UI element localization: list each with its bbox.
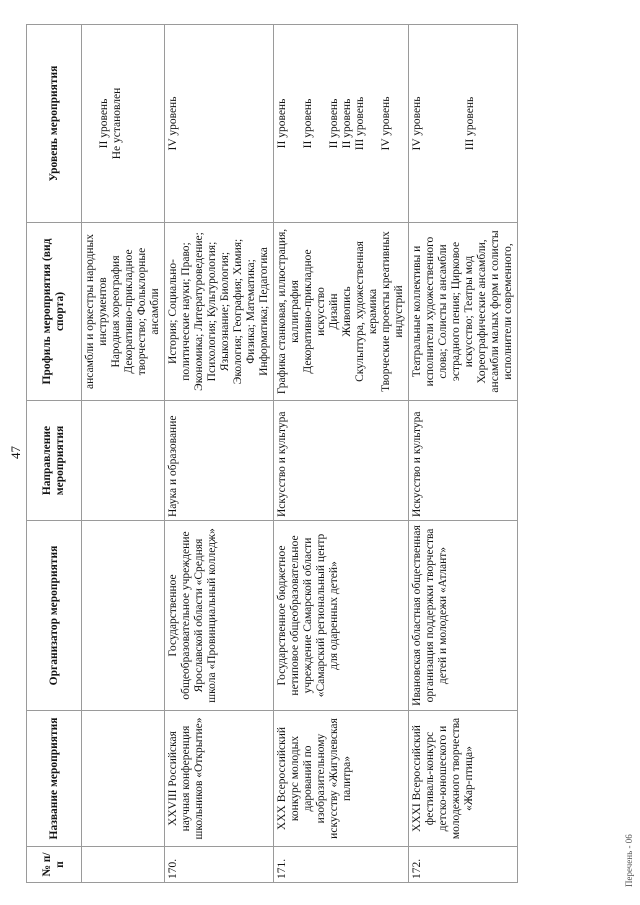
cell-profile xyxy=(82,223,165,401)
level-item: II уровень xyxy=(341,98,353,149)
footer-note: Перечень - 06 xyxy=(624,834,634,887)
profile-item: Народная хореография xyxy=(110,255,122,368)
level-item: Не установлен xyxy=(111,87,123,160)
cell-profile xyxy=(409,223,518,401)
level-item: III уровень xyxy=(354,96,366,151)
profile-item: Декоративно-прикладное искусство xyxy=(302,249,327,374)
cell-profile xyxy=(274,223,409,401)
header-direction: Направление мероприятия xyxy=(27,401,82,521)
cell-direction xyxy=(82,401,165,521)
cell-level xyxy=(165,25,274,223)
profile-item: Живопись xyxy=(341,286,353,337)
cell-direction: Искусство и культура xyxy=(274,401,409,521)
profile-item: Графика станковая, иллюстрация, каллиграфия xyxy=(276,228,301,395)
cell-level xyxy=(82,25,165,223)
profile-item: Театральные коллективы и исполнители художественного слова; Солисты и ансамбли эстрадного пения; Цирковое искусство; Театры мод xyxy=(411,236,475,387)
cell-name xyxy=(82,711,165,847)
cell-num: 170. xyxy=(165,847,274,883)
profile-item: Хореографические ансамбли, ансамбли малых форм и солисты исполнители современного, xyxy=(476,230,514,393)
cell-num: 172. xyxy=(409,847,518,883)
header-level: Уровень мероприятия xyxy=(27,25,82,223)
cell-organizer: Государственное общеобразовательное учреждение Ярославской области «Средняя школа «Провинциальный колледж» xyxy=(165,521,274,711)
cell-name: XXXI Всероссийский фестиваль-конкурс детско-юношеского и молодежного творчества «Жар-птица» xyxy=(409,711,518,847)
profile-item: Декоративно-прикладное творчество; Фольклорные ансамбли xyxy=(123,247,161,376)
events-table xyxy=(26,24,518,883)
level-item: III уровень xyxy=(464,96,476,151)
cell-name: XXX Всероссийский конкурс молодых дарований по изобразительному искусству «Жигулевская палитра» xyxy=(274,711,409,847)
level-item: II уровень xyxy=(328,98,340,149)
level-item: II уровень xyxy=(276,98,288,149)
table-row xyxy=(409,25,518,883)
cell-organizer: Ивановская областная общественная организация поддержки творчества детей и молодежи «Атлант» xyxy=(409,521,518,711)
cell-name: XXVIII Российская научная конференция школьников «Открытие» xyxy=(165,711,274,847)
cell-organizer xyxy=(82,521,165,711)
table-row xyxy=(82,25,165,883)
page-number: 47 xyxy=(8,446,23,459)
profile-item: ансамбли и оркестры народных инструментов xyxy=(84,234,109,389)
cell-num: 171. xyxy=(274,847,409,883)
header-name: Название мероприятия xyxy=(27,711,82,847)
level-item: IV уровень xyxy=(167,96,179,151)
cell-direction: Искусство и культура xyxy=(409,401,518,521)
level-item: IV уровень xyxy=(411,96,423,151)
table-row xyxy=(165,25,274,883)
profile-item: Дизайн xyxy=(328,293,340,330)
cell-profile: История; Социально-политические науки; Право; Экономика; Литературоведение; Психология; Культурология; Языкознание; Биология; Экология; География; Химия; Физика; Математика; Информатика; Педагогика xyxy=(165,223,274,401)
table-row xyxy=(274,25,409,883)
header-profile: Профиль мероприятия (вид спорта) xyxy=(27,223,82,401)
level-item: II уровень xyxy=(98,98,110,149)
cell-level xyxy=(274,25,409,223)
level-item: IV уровень xyxy=(380,96,392,151)
cell-direction: Наука и образование xyxy=(165,401,274,521)
header-num: № п/п xyxy=(27,847,82,883)
level-item: II уровень xyxy=(302,98,314,149)
table-header-row xyxy=(27,25,82,883)
cell-organizer: Государственное бюджетное нетиповое общеобразовательное учреждение Самарской области «Самарский региональный центр для одаренных детей» xyxy=(274,521,409,711)
profile-item: Скульптура, художественная керамика xyxy=(354,241,379,382)
cell-level xyxy=(409,25,518,223)
cell-num xyxy=(82,847,165,883)
header-organizer: Организатор мероприятия xyxy=(27,521,82,711)
profile-item: Творческие проекты креативных индустрий xyxy=(380,231,405,392)
